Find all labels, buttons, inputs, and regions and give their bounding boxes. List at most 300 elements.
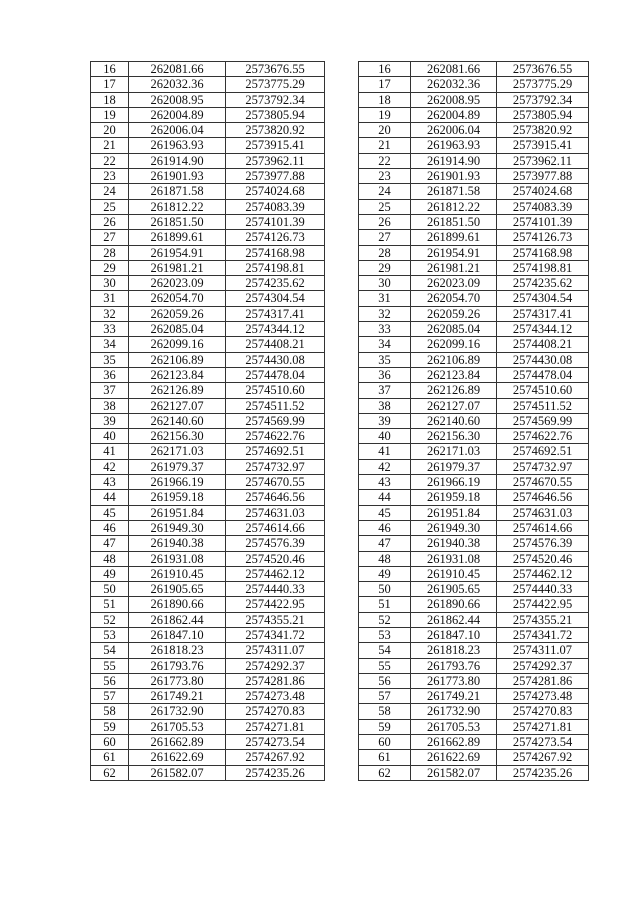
x-coordinate-cell: 261951.84 bbox=[411, 505, 497, 520]
table-row bbox=[91, 169, 325, 184]
x-coordinate-cell: 261910.45 bbox=[411, 566, 497, 581]
point-number-cell: 19 bbox=[91, 107, 129, 122]
table-body bbox=[359, 62, 589, 781]
table-body bbox=[91, 62, 325, 781]
table-row bbox=[359, 184, 589, 199]
point-number-cell: 57 bbox=[359, 689, 411, 704]
x-coordinate-cell: 261773.80 bbox=[411, 673, 497, 688]
x-coordinate-cell: 262032.36 bbox=[411, 77, 497, 92]
y-coordinate-cell: 2574408.21 bbox=[226, 337, 325, 352]
table-row bbox=[359, 429, 589, 444]
table-row bbox=[91, 551, 325, 566]
y-coordinate-cell: 2574355.21 bbox=[497, 612, 589, 627]
x-coordinate-cell: 262054.70 bbox=[129, 291, 226, 306]
y-coordinate-cell: 2574692.51 bbox=[497, 444, 589, 459]
table-row bbox=[359, 444, 589, 459]
table-row bbox=[91, 459, 325, 474]
y-coordinate-cell: 2574273.48 bbox=[226, 689, 325, 704]
x-coordinate-cell: 261732.90 bbox=[129, 704, 226, 719]
point-number-cell: 58 bbox=[359, 704, 411, 719]
coordinate-table-right bbox=[358, 61, 589, 781]
point-number-cell: 21 bbox=[91, 138, 129, 153]
x-coordinate-cell: 262006.04 bbox=[411, 123, 497, 138]
x-coordinate-cell: 262126.89 bbox=[411, 383, 497, 398]
point-number-cell: 43 bbox=[91, 475, 129, 490]
point-number-cell: 18 bbox=[359, 92, 411, 107]
y-coordinate-cell: 2574341.72 bbox=[226, 627, 325, 642]
y-coordinate-cell: 2574355.21 bbox=[226, 612, 325, 627]
x-coordinate-cell: 261862.44 bbox=[129, 612, 226, 627]
point-number-cell: 37 bbox=[91, 383, 129, 398]
y-coordinate-cell: 2574235.26 bbox=[497, 765, 589, 780]
x-coordinate-cell: 262059.26 bbox=[129, 306, 226, 321]
table-row bbox=[359, 214, 589, 229]
y-coordinate-cell: 2573915.41 bbox=[497, 138, 589, 153]
point-number-cell: 56 bbox=[91, 673, 129, 688]
y-coordinate-cell: 2574083.39 bbox=[226, 199, 325, 214]
x-coordinate-cell: 262106.89 bbox=[411, 352, 497, 367]
table-row bbox=[359, 337, 589, 352]
point-number-cell: 56 bbox=[359, 673, 411, 688]
y-coordinate-cell: 2574281.86 bbox=[497, 673, 589, 688]
x-coordinate-cell: 261622.69 bbox=[411, 750, 497, 765]
point-number-cell: 48 bbox=[91, 551, 129, 566]
y-coordinate-cell: 2574198.81 bbox=[497, 260, 589, 275]
point-number-cell: 37 bbox=[359, 383, 411, 398]
table-row bbox=[91, 230, 325, 245]
table-row bbox=[359, 536, 589, 551]
x-coordinate-cell: 261890.66 bbox=[411, 597, 497, 612]
table-row bbox=[91, 260, 325, 275]
table-row bbox=[91, 704, 325, 719]
x-coordinate-cell: 261890.66 bbox=[129, 597, 226, 612]
y-coordinate-cell: 2574271.81 bbox=[226, 719, 325, 734]
table-row bbox=[91, 413, 325, 428]
point-number-cell: 29 bbox=[359, 260, 411, 275]
table-row bbox=[91, 322, 325, 337]
y-coordinate-cell: 2573915.41 bbox=[226, 138, 325, 153]
table-row bbox=[359, 566, 589, 581]
y-coordinate-cell: 2574271.81 bbox=[497, 719, 589, 734]
y-coordinate-cell: 2574520.46 bbox=[497, 551, 589, 566]
point-number-cell: 26 bbox=[359, 214, 411, 229]
point-number-cell: 17 bbox=[91, 77, 129, 92]
x-coordinate-cell: 261901.93 bbox=[129, 169, 226, 184]
x-coordinate-cell: 262004.89 bbox=[129, 107, 226, 122]
point-number-cell: 30 bbox=[91, 276, 129, 291]
table-row bbox=[359, 704, 589, 719]
x-coordinate-cell: 262127.07 bbox=[129, 398, 226, 413]
x-coordinate-cell: 261899.61 bbox=[129, 230, 226, 245]
table-row bbox=[91, 398, 325, 413]
y-coordinate-cell: 2574631.03 bbox=[497, 505, 589, 520]
table-row bbox=[359, 475, 589, 490]
y-coordinate-cell: 2574273.54 bbox=[226, 735, 325, 750]
table-row bbox=[91, 597, 325, 612]
table-row bbox=[359, 582, 589, 597]
point-number-cell: 23 bbox=[359, 169, 411, 184]
x-coordinate-cell: 262140.60 bbox=[129, 413, 226, 428]
table-row bbox=[359, 765, 589, 780]
y-coordinate-cell: 2574311.07 bbox=[226, 643, 325, 658]
point-number-cell: 36 bbox=[359, 367, 411, 382]
x-coordinate-cell: 261818.23 bbox=[129, 643, 226, 658]
y-coordinate-cell: 2574732.97 bbox=[497, 459, 589, 474]
x-coordinate-cell: 262081.66 bbox=[129, 62, 226, 77]
point-number-cell: 25 bbox=[91, 199, 129, 214]
y-coordinate-cell: 2574511.52 bbox=[497, 398, 589, 413]
y-coordinate-cell: 2574511.52 bbox=[226, 398, 325, 413]
x-coordinate-cell: 261979.37 bbox=[411, 459, 497, 474]
table-row bbox=[359, 62, 589, 77]
table-row bbox=[359, 413, 589, 428]
y-coordinate-cell: 2574024.68 bbox=[497, 184, 589, 199]
point-number-cell: 49 bbox=[359, 566, 411, 581]
x-coordinate-cell: 262140.60 bbox=[411, 413, 497, 428]
x-coordinate-cell: 261582.07 bbox=[129, 765, 226, 780]
coordinate-table-left bbox=[90, 61, 325, 781]
point-number-cell: 57 bbox=[91, 689, 129, 704]
table-row bbox=[91, 245, 325, 260]
table-row bbox=[91, 367, 325, 382]
y-coordinate-cell: 2574267.92 bbox=[497, 750, 589, 765]
table-row bbox=[91, 750, 325, 765]
point-number-cell: 62 bbox=[91, 765, 129, 780]
x-coordinate-cell: 261901.93 bbox=[411, 169, 497, 184]
point-number-cell: 22 bbox=[91, 153, 129, 168]
x-coordinate-cell: 261966.19 bbox=[411, 475, 497, 490]
point-number-cell: 26 bbox=[91, 214, 129, 229]
point-number-cell: 39 bbox=[359, 413, 411, 428]
table-row bbox=[91, 352, 325, 367]
point-number-cell: 24 bbox=[91, 184, 129, 199]
y-coordinate-cell: 2574510.60 bbox=[497, 383, 589, 398]
y-coordinate-cell: 2574614.66 bbox=[226, 520, 325, 535]
table-row bbox=[359, 627, 589, 642]
table-row bbox=[359, 735, 589, 750]
y-coordinate-cell: 2573805.94 bbox=[226, 107, 325, 122]
table-row bbox=[359, 153, 589, 168]
point-number-cell: 45 bbox=[91, 505, 129, 520]
point-number-cell: 36 bbox=[91, 367, 129, 382]
table-row bbox=[359, 612, 589, 627]
y-coordinate-cell: 2574235.26 bbox=[226, 765, 325, 780]
table-row bbox=[91, 123, 325, 138]
x-coordinate-cell: 261931.08 bbox=[129, 551, 226, 566]
y-coordinate-cell: 2574646.56 bbox=[497, 490, 589, 505]
x-coordinate-cell: 262023.09 bbox=[129, 276, 226, 291]
table-row bbox=[91, 214, 325, 229]
x-coordinate-cell: 261812.22 bbox=[411, 199, 497, 214]
table-row bbox=[91, 505, 325, 520]
x-coordinate-cell: 261963.93 bbox=[129, 138, 226, 153]
y-coordinate-cell: 2574510.60 bbox=[226, 383, 325, 398]
point-number-cell: 22 bbox=[359, 153, 411, 168]
point-number-cell: 52 bbox=[91, 612, 129, 627]
table-row bbox=[359, 551, 589, 566]
table-row bbox=[91, 153, 325, 168]
point-number-cell: 60 bbox=[359, 735, 411, 750]
x-coordinate-cell: 261818.23 bbox=[411, 643, 497, 658]
x-coordinate-cell: 262008.95 bbox=[411, 92, 497, 107]
x-coordinate-cell: 261847.10 bbox=[129, 627, 226, 642]
y-coordinate-cell: 2574670.55 bbox=[226, 475, 325, 490]
y-coordinate-cell: 2574304.54 bbox=[226, 291, 325, 306]
x-coordinate-cell: 261954.91 bbox=[129, 245, 226, 260]
table-row bbox=[91, 77, 325, 92]
y-coordinate-cell: 2574344.12 bbox=[497, 322, 589, 337]
point-number-cell: 40 bbox=[359, 429, 411, 444]
point-number-cell: 40 bbox=[91, 429, 129, 444]
x-coordinate-cell: 262171.03 bbox=[129, 444, 226, 459]
point-number-cell: 33 bbox=[359, 322, 411, 337]
point-number-cell: 58 bbox=[91, 704, 129, 719]
y-coordinate-cell: 2574569.99 bbox=[226, 413, 325, 428]
table-row bbox=[359, 352, 589, 367]
point-number-cell: 47 bbox=[359, 536, 411, 551]
x-coordinate-cell: 261959.18 bbox=[411, 490, 497, 505]
table-row bbox=[91, 276, 325, 291]
table-row bbox=[359, 306, 589, 321]
x-coordinate-cell: 261732.90 bbox=[411, 704, 497, 719]
x-coordinate-cell: 261910.45 bbox=[129, 566, 226, 581]
x-coordinate-cell: 262085.04 bbox=[129, 322, 226, 337]
x-coordinate-cell: 261905.65 bbox=[411, 582, 497, 597]
x-coordinate-cell: 262006.04 bbox=[129, 123, 226, 138]
point-number-cell: 44 bbox=[91, 490, 129, 505]
x-coordinate-cell: 261705.53 bbox=[129, 719, 226, 734]
table-row bbox=[91, 107, 325, 122]
y-coordinate-cell: 2574670.55 bbox=[497, 475, 589, 490]
point-number-cell: 44 bbox=[359, 490, 411, 505]
x-coordinate-cell: 261966.19 bbox=[129, 475, 226, 490]
point-number-cell: 25 bbox=[359, 199, 411, 214]
point-number-cell: 53 bbox=[359, 627, 411, 642]
y-coordinate-cell: 2574440.33 bbox=[497, 582, 589, 597]
x-coordinate-cell: 262127.07 bbox=[411, 398, 497, 413]
x-coordinate-cell: 261931.08 bbox=[411, 551, 497, 566]
point-number-cell: 55 bbox=[359, 658, 411, 673]
x-coordinate-cell: 261662.89 bbox=[129, 735, 226, 750]
x-coordinate-cell: 261793.76 bbox=[129, 658, 226, 673]
point-number-cell: 47 bbox=[91, 536, 129, 551]
x-coordinate-cell: 261954.91 bbox=[411, 245, 497, 260]
y-coordinate-cell: 2574281.86 bbox=[226, 673, 325, 688]
table-row bbox=[91, 520, 325, 535]
y-coordinate-cell: 2574126.73 bbox=[226, 230, 325, 245]
x-coordinate-cell: 261773.80 bbox=[129, 673, 226, 688]
x-coordinate-cell: 262099.16 bbox=[129, 337, 226, 352]
point-number-cell: 16 bbox=[91, 62, 129, 77]
y-coordinate-cell: 2574422.95 bbox=[497, 597, 589, 612]
point-number-cell: 38 bbox=[91, 398, 129, 413]
x-coordinate-cell: 261899.61 bbox=[411, 230, 497, 245]
table-row bbox=[359, 92, 589, 107]
point-number-cell: 54 bbox=[359, 643, 411, 658]
x-coordinate-cell: 261981.21 bbox=[411, 260, 497, 275]
point-number-cell: 49 bbox=[91, 566, 129, 581]
x-coordinate-cell: 261851.50 bbox=[129, 214, 226, 229]
point-number-cell: 46 bbox=[359, 520, 411, 535]
x-coordinate-cell: 262004.89 bbox=[411, 107, 497, 122]
x-coordinate-cell: 262123.84 bbox=[129, 367, 226, 382]
y-coordinate-cell: 2574732.97 bbox=[226, 459, 325, 474]
point-number-cell: 41 bbox=[359, 444, 411, 459]
point-number-cell: 55 bbox=[91, 658, 129, 673]
x-coordinate-cell: 261914.90 bbox=[411, 153, 497, 168]
y-coordinate-cell: 2574462.12 bbox=[497, 566, 589, 581]
y-coordinate-cell: 2573820.92 bbox=[226, 123, 325, 138]
y-coordinate-cell: 2573977.88 bbox=[497, 169, 589, 184]
x-coordinate-cell: 261963.93 bbox=[411, 138, 497, 153]
x-coordinate-cell: 261749.21 bbox=[129, 689, 226, 704]
table-row bbox=[359, 643, 589, 658]
point-number-cell: 16 bbox=[359, 62, 411, 77]
y-coordinate-cell: 2574198.81 bbox=[226, 260, 325, 275]
point-number-cell: 52 bbox=[359, 612, 411, 627]
point-number-cell: 39 bbox=[91, 413, 129, 428]
point-number-cell: 34 bbox=[91, 337, 129, 352]
table-row bbox=[91, 689, 325, 704]
y-coordinate-cell: 2574304.54 bbox=[497, 291, 589, 306]
y-coordinate-cell: 2574422.95 bbox=[226, 597, 325, 612]
x-coordinate-cell: 261905.65 bbox=[129, 582, 226, 597]
y-coordinate-cell: 2574101.39 bbox=[497, 214, 589, 229]
table-row bbox=[359, 276, 589, 291]
y-coordinate-cell: 2573775.29 bbox=[497, 77, 589, 92]
x-coordinate-cell: 262123.84 bbox=[411, 367, 497, 382]
point-number-cell: 27 bbox=[91, 230, 129, 245]
x-coordinate-cell: 261981.21 bbox=[129, 260, 226, 275]
table-row bbox=[359, 230, 589, 245]
table-row bbox=[91, 138, 325, 153]
y-coordinate-cell: 2573792.34 bbox=[226, 92, 325, 107]
point-number-cell: 54 bbox=[91, 643, 129, 658]
x-coordinate-cell: 262099.16 bbox=[411, 337, 497, 352]
x-coordinate-cell: 261622.69 bbox=[129, 750, 226, 765]
x-coordinate-cell: 261749.21 bbox=[411, 689, 497, 704]
point-number-cell: 51 bbox=[91, 597, 129, 612]
x-coordinate-cell: 262081.66 bbox=[411, 62, 497, 77]
y-coordinate-cell: 2574430.08 bbox=[497, 352, 589, 367]
y-coordinate-cell: 2574344.12 bbox=[226, 322, 325, 337]
point-number-cell: 28 bbox=[359, 245, 411, 260]
table-row bbox=[91, 765, 325, 780]
x-coordinate-cell: 262156.30 bbox=[129, 429, 226, 444]
point-number-cell: 30 bbox=[359, 276, 411, 291]
table-row bbox=[91, 612, 325, 627]
x-coordinate-cell: 261949.30 bbox=[129, 520, 226, 535]
table-row bbox=[359, 520, 589, 535]
x-coordinate-cell: 262023.09 bbox=[411, 276, 497, 291]
table-row bbox=[359, 719, 589, 734]
table-row bbox=[359, 505, 589, 520]
point-number-cell: 50 bbox=[359, 582, 411, 597]
table-row bbox=[91, 735, 325, 750]
point-number-cell: 23 bbox=[91, 169, 129, 184]
point-number-cell: 51 bbox=[359, 597, 411, 612]
y-coordinate-cell: 2573792.34 bbox=[497, 92, 589, 107]
table-row bbox=[359, 658, 589, 673]
table-row bbox=[359, 750, 589, 765]
y-coordinate-cell: 2574430.08 bbox=[226, 352, 325, 367]
x-coordinate-cell: 261851.50 bbox=[411, 214, 497, 229]
y-coordinate-cell: 2574408.21 bbox=[497, 337, 589, 352]
y-coordinate-cell: 2574168.98 bbox=[497, 245, 589, 260]
table-row bbox=[91, 199, 325, 214]
y-coordinate-cell: 2574292.37 bbox=[497, 658, 589, 673]
table-row bbox=[91, 475, 325, 490]
y-coordinate-cell: 2574083.39 bbox=[497, 199, 589, 214]
point-number-cell: 27 bbox=[359, 230, 411, 245]
y-coordinate-cell: 2574631.03 bbox=[226, 505, 325, 520]
point-number-cell: 43 bbox=[359, 475, 411, 490]
table-row bbox=[91, 291, 325, 306]
point-number-cell: 31 bbox=[91, 291, 129, 306]
table-row bbox=[359, 169, 589, 184]
table-row bbox=[91, 719, 325, 734]
table-row bbox=[91, 643, 325, 658]
table-row bbox=[359, 459, 589, 474]
x-coordinate-cell: 262054.70 bbox=[411, 291, 497, 306]
table-row bbox=[91, 627, 325, 642]
y-coordinate-cell: 2574317.41 bbox=[497, 306, 589, 321]
point-number-cell: 62 bbox=[359, 765, 411, 780]
x-coordinate-cell: 261949.30 bbox=[411, 520, 497, 535]
y-coordinate-cell: 2574622.76 bbox=[226, 429, 325, 444]
x-coordinate-cell: 261705.53 bbox=[411, 719, 497, 734]
y-coordinate-cell: 2574462.12 bbox=[226, 566, 325, 581]
point-number-cell: 34 bbox=[359, 337, 411, 352]
y-coordinate-cell: 2574270.83 bbox=[497, 704, 589, 719]
y-coordinate-cell: 2574478.04 bbox=[497, 367, 589, 382]
point-number-cell: 20 bbox=[91, 123, 129, 138]
y-coordinate-cell: 2573977.88 bbox=[226, 169, 325, 184]
point-number-cell: 53 bbox=[91, 627, 129, 642]
point-number-cell: 32 bbox=[359, 306, 411, 321]
x-coordinate-cell: 261812.22 bbox=[129, 199, 226, 214]
table-row bbox=[359, 383, 589, 398]
table-row bbox=[359, 597, 589, 612]
y-coordinate-cell: 2573962.11 bbox=[497, 153, 589, 168]
point-number-cell: 20 bbox=[359, 123, 411, 138]
table-row bbox=[91, 536, 325, 551]
table-row bbox=[359, 689, 589, 704]
table-row bbox=[359, 123, 589, 138]
y-coordinate-cell: 2574273.54 bbox=[497, 735, 589, 750]
y-coordinate-cell: 2574622.76 bbox=[497, 429, 589, 444]
point-number-cell: 21 bbox=[359, 138, 411, 153]
point-number-cell: 48 bbox=[359, 551, 411, 566]
x-coordinate-cell: 261951.84 bbox=[129, 505, 226, 520]
table-row bbox=[359, 107, 589, 122]
y-coordinate-cell: 2574569.99 bbox=[497, 413, 589, 428]
table-row bbox=[91, 62, 325, 77]
table-row bbox=[91, 184, 325, 199]
x-coordinate-cell: 261940.38 bbox=[411, 536, 497, 551]
point-number-cell: 17 bbox=[359, 77, 411, 92]
table-row bbox=[359, 199, 589, 214]
table-row bbox=[91, 658, 325, 673]
x-coordinate-cell: 262085.04 bbox=[411, 322, 497, 337]
point-number-cell: 28 bbox=[91, 245, 129, 260]
y-coordinate-cell: 2574235.62 bbox=[497, 276, 589, 291]
x-coordinate-cell: 261862.44 bbox=[411, 612, 497, 627]
x-coordinate-cell: 261793.76 bbox=[411, 658, 497, 673]
y-coordinate-cell: 2573676.55 bbox=[497, 62, 589, 77]
point-number-cell: 24 bbox=[359, 184, 411, 199]
x-coordinate-cell: 261914.90 bbox=[129, 153, 226, 168]
